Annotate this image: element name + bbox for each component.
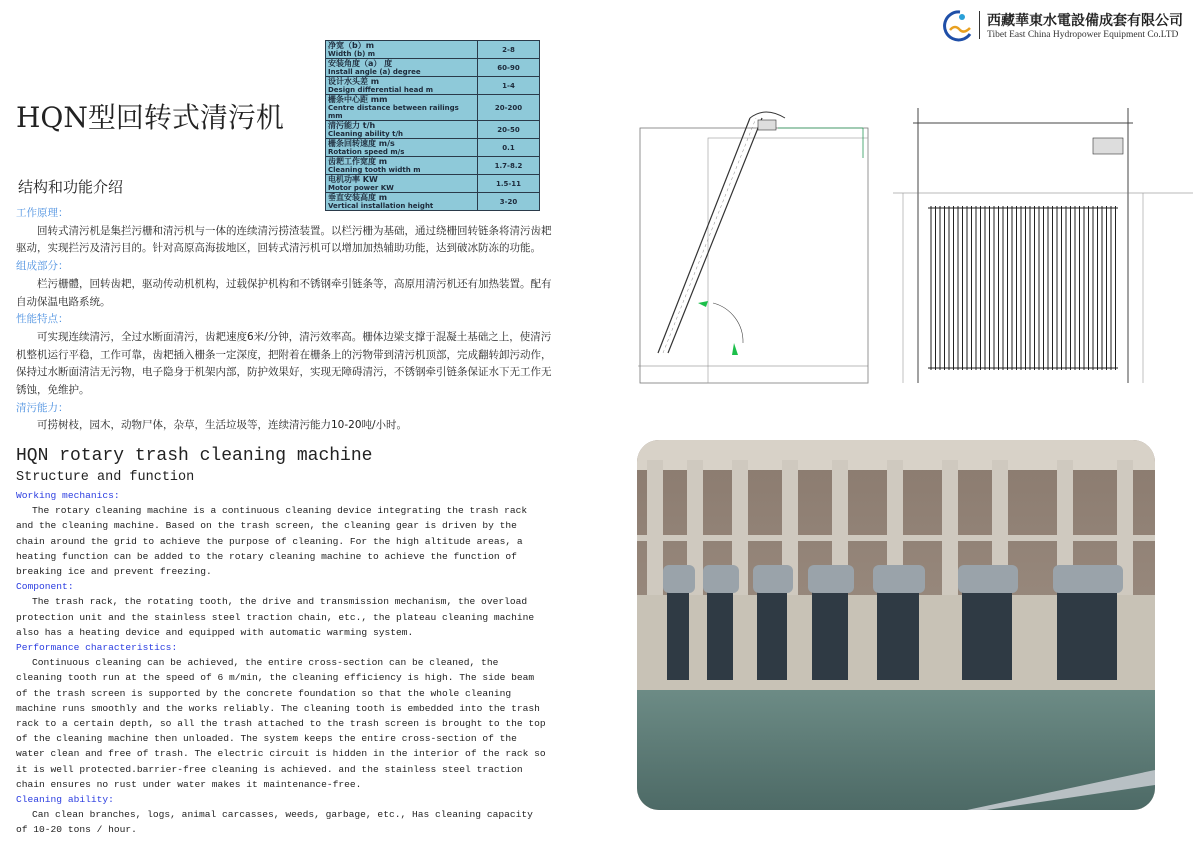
spec-label <box>326 175 478 193</box>
spec-label <box>326 193 478 211</box>
trash-rack-screen <box>707 590 733 680</box>
spec-value: 1.5-11 <box>478 175 540 193</box>
logo-emblem-icon <box>940 8 974 42</box>
logo-divider <box>979 11 980 39</box>
installation-photo <box>637 440 1155 810</box>
front-view-drawing <box>893 98 1193 383</box>
machine-housing <box>808 565 854 593</box>
spec-label-cn: 垂直安装高度 m <box>328 193 388 202</box>
trash-rack-screen <box>962 590 1012 680</box>
spec-row <box>326 175 540 193</box>
spec-label-en: Install angle (a) degree <box>328 68 421 76</box>
cn-heading: 清污能力： <box>16 401 69 414</box>
spec-value: 1.7-8.2 <box>478 157 540 175</box>
spec-label-cn: 栅条中心距 mm <box>328 95 388 104</box>
section-title-cn: 结构和功能介绍 <box>18 178 124 196</box>
machine-housing <box>703 565 739 593</box>
spec-label-cn: 清污能力 t/h <box>328 121 376 130</box>
trash-rack-screen <box>812 590 848 680</box>
spec-label-cn: 齿耙工作宽度 m <box>328 157 388 166</box>
spec-label <box>326 157 478 175</box>
trash-rack-screen <box>1057 590 1117 680</box>
spec-value: 60-90 <box>478 59 540 77</box>
spec-label-en: Motor power KW <box>328 184 394 192</box>
spec-label-en: Width (b) m <box>328 50 376 58</box>
company-name-cn: 西藏華東水電設備成套有限公司 <box>987 13 1183 29</box>
side-view-drawing <box>638 98 873 388</box>
section-title-en: Structure and function <box>16 470 195 485</box>
spec-row <box>326 193 540 211</box>
spec-label <box>326 95 478 121</box>
spec-label-en: Centre distance between railings mm <box>328 104 459 120</box>
cn-paragraph: 可实现连续清污，全过水断面清污，齿耙速度6米/分钟，清污效率高。栅体边梁支撑于混凝土基础之上，使清污机整机运行平稳，工作可靠，齿耙插入栅条一定深度，把附着在栅条上的污物带到清污机顶部，完成翻转卸污动作，保持过水断面清洁无污物，电子隐身于机架内部，防护效果好，实现无障碍清污，不锈钢牵引链条保证水下无工作无锈蚀，免维护。 <box>16 330 552 397</box>
page-title-en: HQN rotary trash cleaning machine <box>16 446 373 466</box>
spec-label <box>326 121 478 139</box>
cn-heading: 工作原理： <box>16 207 69 219</box>
spec-label <box>326 77 478 95</box>
spec-row <box>326 77 540 95</box>
spec-label <box>326 59 478 77</box>
machine-housing <box>663 565 695 593</box>
cn-heading: 组成部分： <box>16 260 69 273</box>
trash-rack-screen <box>667 590 689 680</box>
spec-value: 2-8 <box>478 41 540 59</box>
spec-row <box>326 139 540 157</box>
spec-label-cn: 栅条回转速度 m/s <box>328 139 395 148</box>
spec-label-en: Cleaning ability t/h <box>328 130 403 138</box>
spec-label <box>326 139 478 157</box>
en-paragraph: The trash rack, the rotating tooth, the drive and transmission mechanism, the overload protection unit and the stainless steel traction chain, etc., the plateau cleaning machine also has a heating device and equipped with automatic warming system. <box>16 596 535 638</box>
en-description <box>16 488 546 838</box>
spec-label-cn: 净宽（b）m <box>328 41 375 50</box>
machine-housing <box>873 565 925 593</box>
company-logo <box>940 8 1183 42</box>
spec-value: 1-4 <box>478 77 540 95</box>
spec-value: 20-50 <box>478 121 540 139</box>
en-paragraph: Can clean branches, logs, animal carcasses, weeds, garbage, etc., Has cleaning capacity of 10-20 tons / hour. <box>16 809 533 836</box>
spec-label-en: Rotation speed m/s <box>328 148 405 156</box>
spec-label <box>326 41 478 59</box>
en-heading: Performance characteristics: <box>16 642 178 654</box>
spec-label-cn: 设计水头差 m <box>328 77 380 86</box>
cn-paragraph: 回转式清污机是集拦污栅和清污机与一体的连续清污捞渣装置。以栏污栅为基础，通过绕栅回转链条将清污齿耙驱动，实现拦污及清污目的。针对高原高海拔地区，回转式清污机可以增加加热辅助功能，达到破冰防冻的功能。 <box>16 224 552 255</box>
spec-row <box>326 121 540 139</box>
machine-housing <box>1053 565 1123 593</box>
cn-description <box>16 205 561 435</box>
spec-row <box>326 59 540 77</box>
spec-row <box>326 41 540 59</box>
en-heading: Cleaning ability: <box>16 794 114 806</box>
spec-value: 20-200 <box>478 95 540 121</box>
en-paragraph: Continuous cleaning can be achieved, the entire cross-section can be cleaned, the cleaning tooth run at the speed of 6 m/min, the cleaning efficiency is high. The side beam of the trash screen is supported by the concrete foundation so that the whole cleaning machine runs smoothly and the works reliably. The cleaning tooth is embedded into the trash rack to a certain depth, so all the trash attached to the trash screen is brought to the top of the cleaning machine then unloaded. The system keeps the entire cross-section of the water clean and free of trash. The electric circuit is hidden in the interior of the rack so it is well protected.barrier-free cleaning is achieved. and the stainless steel traction chain ensures no rust under water makes it maintenance-free. <box>16 657 546 790</box>
spec-value: 0.1 <box>478 139 540 157</box>
cn-paragraph: 栏污栅體，回转齿耙，驱动传动机机构，过载保护机构和不锈钢牵引链条等，高原用清污机还有加热装置。配有自动保温电路系统。 <box>16 277 552 308</box>
en-paragraph: The rotary cleaning machine is a continuous cleaning device integrating the trash rack and the cleaning machine. Based on the trash screen, the cleaning gear is driven by the chain around the grid to achieve the purpose of cleaning. For the high altitude areas, a heating function can be added to the rotary cleaning machine to achieve the function of breaking ice and prevent freezing. <box>16 505 528 578</box>
machine-housing <box>958 565 1018 593</box>
spec-label-en: Cleaning tooth width m <box>328 166 421 174</box>
spec-row <box>326 95 540 121</box>
company-name-en: Tibet East China Hydropower Equipment Co.LTD <box>987 30 1179 40</box>
cn-heading: 性能特点： <box>16 313 69 326</box>
spec-table <box>325 40 540 211</box>
spec-value: 3-20 <box>478 193 540 211</box>
cn-paragraph: 可捞树枝，园木，动物尸体，杂草，生活垃圾等，连续清污能力10-20吨/小时。 <box>37 419 408 432</box>
spec-label-en: Vertical installation height <box>328 202 434 210</box>
trash-rack-screen <box>757 590 787 680</box>
spec-label-cn: 安装角度（a） 度 <box>328 59 393 68</box>
spec-label-en: Design differential head m <box>328 86 434 94</box>
en-heading: Working mechanics: <box>16 490 120 501</box>
en-heading: Component: <box>16 581 74 593</box>
spec-row <box>326 157 540 175</box>
spec-label-cn: 电机功率 KW <box>328 175 378 184</box>
trash-rack-screen <box>877 590 919 680</box>
machine-housing <box>753 565 793 593</box>
page-title-cn: HQN型回转式清污机 <box>16 101 284 134</box>
